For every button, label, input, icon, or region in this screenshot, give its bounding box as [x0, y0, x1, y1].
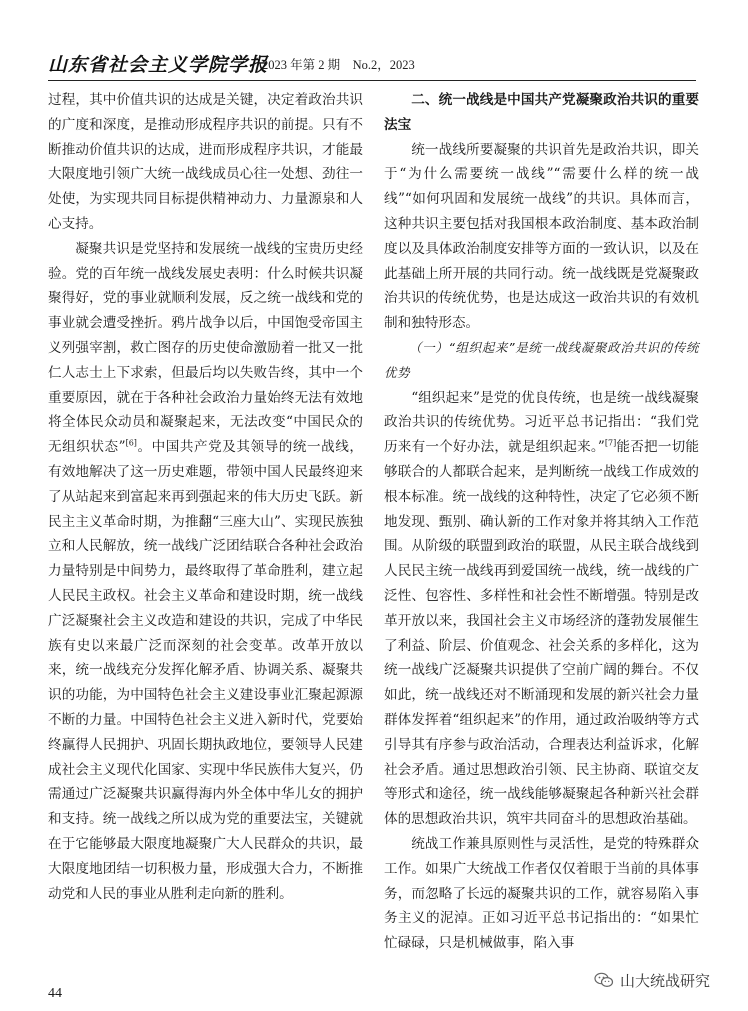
- issue-info: 2023 年第 2 期 No.2，2023: [262, 58, 415, 72]
- section-heading: 二、统一战线是中国共产党凝聚政治共识的重要法宝: [384, 92, 699, 133]
- wechat-icon: [594, 972, 614, 988]
- journal-header: [48, 48, 696, 81]
- paragraph: 统战工作兼具原则性与灵活性，是党的特殊群众工作。如果广大统战工作者仅仅着眼于当前的具体事务，而忽略了长远的凝聚共识的工作，就容易陷入事务主义的泥淖。正如习近平总书记指出的：“如果忙忙碌碌，只是机械做事，陷入事: [384, 835, 699, 952]
- subsection-heading: （一）“组织起来”是统一战线凝聚政治共识的传统优势: [384, 339, 699, 380]
- citation-ref: [6]: [125, 438, 137, 448]
- left-column: [48, 88, 363, 906]
- paragraph: “组织起来”是党的优良传统，也是统一战线凝聚政治共识的传统优势。习近平总书记指出：“我们党历来有一个好办法，就是组织起来。”[7]能否把一切能够联合的人都联合起来，是判断统一战线工作成效的根本标准。统一战线的这种特性，决定了它必须不断地发现、甄别、确认新的工作对象并将其纳入工作范围。从阶级的联盟到政治的联盟，从民主联合战线到人民民主统一战线再到爱国统一战线，统一战线的广泛性、包容性、多样性和社会性不断增强。特别是改革开放以来，我国社会主义市场经济的蓬勃发展催生了利益、阶层、价值观念、社会关系的多样化，这为统一战线广泛凝聚共识提供了空前广阔的舞台。不仅如此，统一战线还对不断涌现和发展的新兴社会力量群体发挥着“组织起来”的作用，通过政治吸纳等方式引导其有序参与政治活动，合理表达利益诉求，化解社会矛盾。通过思想政治引领、民主协商、联谊交友等形式和途径，统一战线能够凝聚起各种新兴社会群体的思想政治共识，筑牢共同奋斗的思想政治基础。: [384, 389, 700, 828]
- journal-name: 山东省社会主义学院学报: [48, 54, 269, 76]
- page-number: 44: [48, 986, 62, 1001]
- citation-ref: [7]: [604, 438, 617, 448]
- watermark-text: 山大统战研究: [620, 971, 711, 990]
- paragraph: 统一战线所要凝聚的共识首先是政治共识，即关于“为什么需要统一战线”“需要什么样的统一战线”“如何巩固和发展统一战线”的共识。具体而言，这种共识主要包括对我国根本政治制度、基本政治制度以及具体政治制度安排等方面的一致认识，以及在此基础上所开展的共同行动。统一战线既是党凝聚政治共识的传统优势，也是达成这一政治共识的有效机制和独特形态。: [384, 141, 699, 332]
- paragraph: 过程，其中价值共识的达成是关键，决定着政治共识的广度和深度，是推动形成程序共识的前提。只有不断推动价值共识的达成，进而形成程序共识，才能最大限度地引领广大统一战线成员心往一处想、劲往一处使，为实现共同目标提供精神动力、力量源泉和人心支持。: [48, 92, 363, 232]
- paragraph: 凝聚共识是党坚持和发展统一战线的宝贵历史经验。党的百年统一战线发展史表明：什么时候共识凝聚得好，党的事业就顺利发展，反之统一战线和党的事业就会遭受挫折。鸦片战争以后，中国饱受帝国主义列强宰割，救亡图存的历史使命激励着一批又一批仁人志士上下求索，但最后均以失败告终，其中一个重要原因，就在于各种社会政治力量始终无法有效地将全体民众动员和凝聚起来，无法改变“中国民众的无组织状态”[6]。中国共产党及其领导的统一战线，有效地解决了这一历史难题，带领中国人民最终迎来了从站起来到富起来再到强起来的伟大历史飞跃。新民主主义革命时期，为推翻“三座大山”、实现民族独立和人民解放，统一战线广泛团结联合各种社会政治力量特别是中间势力，最终取得了革命胜利，建立起人民民主政权。社会主义革命和建设时期，统一战线广泛凝聚社会主义改造和建设的共识，完成了中华民族有史以来最广泛而深刻的社会变革。改革开放以来，统一战线充分发挥化解矛盾、协调关系、凝聚共识的功能，为中国特色社会主义建设事业汇聚起源源不断的力量。中国特色社会主义进入新时代，党要始终赢得人民拥护、巩固长期执政地位，要领导人民建成社会主义现代化国家、实现中华民族伟大复兴，仍需通过广泛凝聚共识赢得海内外全体中华儿女的拥护和支持。统一战线之所以成为党的重要法宝，关键就在于它能够最大限度地凝聚广大人民群众的共识，最大限度地团结一切积极力量，形成强大合力，不断推动党和人民的事业从胜利走向新的胜利。: [48, 240, 363, 902]
- right-column: [384, 88, 699, 956]
- watermark: [594, 968, 710, 992]
